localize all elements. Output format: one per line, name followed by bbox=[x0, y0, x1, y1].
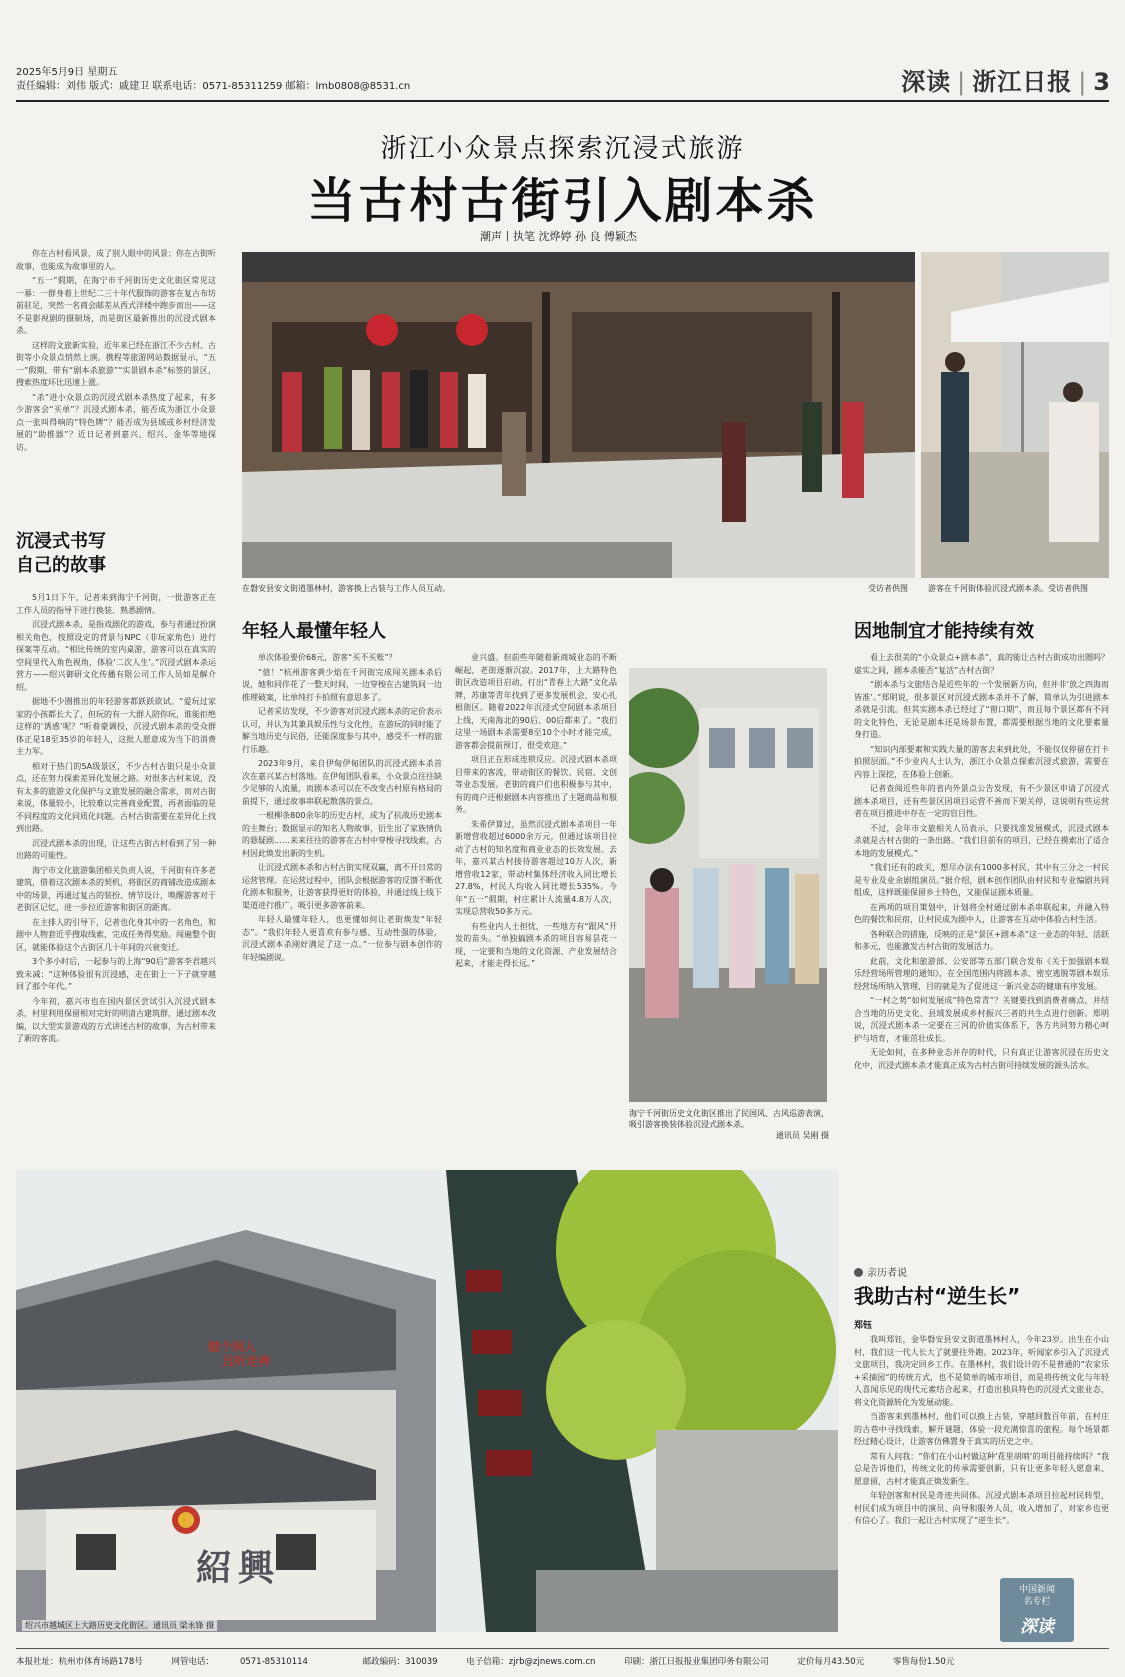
s2-paragraph: “值！”杭州游客黄少焰在千河街完成闯关剧本杀后说，她和同伴花了一整天时间，一边穿梭在古建筑间一边推理破案，比单纯打卡拍照有意思多了。 bbox=[242, 667, 442, 702]
s2-paragraph: 记者采访发现，不少游客对沉浸式剧本杀的定价表示认可，并认为其兼具娱乐性与文化性，在游玩的同时能了解当地历史与民俗，还能深度参与其中，感受不一样的旅行乐趣。 bbox=[242, 707, 442, 754]
s2-paragraph: 单次体验要价68元，游客“买不买账”？ bbox=[258, 653, 397, 662]
masthead: 深读 | 浙江日报 | 3 bbox=[901, 67, 1111, 96]
footer-price-single: 零售每份1.50元 bbox=[892, 1657, 955, 1667]
section2-title: 年轻人最懂年轻人 bbox=[242, 621, 386, 642]
section4-title: 我助古村“逆生长” bbox=[854, 1284, 1021, 1308]
s1-paragraph: 海宁市文化旅游集团相关负责人说，千河街有许多老建筑，借着这次剧本杀的契机，将街区的商铺改造成剧本中的场景，再通过复古的装扮、情节设计，唤醒游客对于老街区记忆，进一步拉近游客和街区的距离。 bbox=[16, 865, 216, 912]
s3-paragraph: 记者查阅近些年的省内外景点公告发现，有不少景区申请了沉浸式剧本杀项目，还有些景区因项目运营不善而下架关停，这说明有些运营者在项目推进中存在一定的盲目性。 bbox=[854, 784, 1109, 818]
photo4-caption: 绍兴市越城区上大路历史文化街区。通讯员 梁永锋 摄 bbox=[22, 1620, 217, 1631]
footer-switchboard: 网管电话： 0571-85310114 bbox=[171, 1657, 308, 1667]
section-name: 深读 bbox=[901, 68, 952, 96]
s2-paragraph: 2023年9月，来自伊甸伊甸团队的沉浸式剧本杀首次在嘉兴某古村落地。在伊甸团队看来，小众景点往往缺少足够的人流量，而剧本杀可以在不改变古村原有格局的前提下，通过故事串联起散落的景点。 bbox=[242, 759, 442, 806]
s2-paragraph: 朱希伊算过，虽然沉浸式剧本杀项目一年新增营收超过6000余万元，但通过该项目拉动了古村的知名度和商业业态的长效发展。去年，嘉兴某古村接待游客超过10万人次，新增营收12家，带动村集体经济收入同比增长27.8%，村民人均收入同比增长535%。今年“五一”假期，村庄累计人流量4.8万人次，实现总营收50多万元。 bbox=[455, 819, 617, 916]
section2-text-col2 bbox=[455, 652, 617, 1162]
page-number: 3 bbox=[1093, 68, 1111, 96]
photo2-caption: 游客在千河街体验沉浸式剧本杀。受访者供图 bbox=[928, 584, 1088, 593]
s3-paragraph: “一村之势”如何发展成“特色常青”？关键要找到消费者痛点，并结合当地的历史文化、县域发展成乡村振兴三者的共生点进行创新。郑明说，沉浸式剧本杀一定要在三河的价值实体系下，各方共同努力精心呵护与培育，才能茁壮成长。 bbox=[854, 996, 1109, 1043]
photo-street-roleplay bbox=[921, 252, 1109, 578]
photo-village-roleplay bbox=[242, 252, 915, 578]
s2-paragraph: 项目正在形成连锁反应。沉浸式剧本杀项目带来的客流，带动街区的餐饮、民宿、文创等业态发展。老街的商户们也积极参与其中，有的商户还根据剧本内容推出了主题商品和服务。 bbox=[455, 755, 617, 814]
s1-paragraph: 据地不少圈推出的年轻游客都跃跃欲试。“爱玩过家家的小孩都长大了，但玩的有一大群人陪你玩，谁能拒绝这样的‘诱惑’呢？”听着豪调投，沉浸式剧本杀的受众群体正是18至35岁的年轻人，这批人愿意成为当下的消费主力军。 bbox=[16, 697, 216, 756]
s3-paragraph: 看上去很美的“小众景点+剧本杀”，真的能让古村古街成功出圈吗？虚实之间，剧本杀能否“复活”古村古街？ bbox=[854, 653, 1109, 675]
column-brand-badge: 中国新闻 名专栏 深读 bbox=[1000, 1578, 1074, 1642]
intro-paragraph: 这样的文旅新实验，近年来已经在浙江不少古村、古街等小众景点悄然上演。携程等旅游网站数据显示，“五一”假期，带有“剧本杀旅游”“实景剧本杀”标签的景区，搜索热度环比迅速上涨。 bbox=[16, 340, 216, 387]
qipao-parade-illustration bbox=[629, 668, 827, 1102]
s2-paragraph: 年轻人最懂年轻人，也更懂如何让老街焕发“年轻态”。“我们年轻人更喜欢有参与感、互动性强的体验，沉浸式剧本杀刚好满足了这一点。”一位参与剧本创作的年轻编剧说。 bbox=[242, 915, 442, 962]
header-meta bbox=[16, 66, 410, 94]
s1-paragraph: 3个多小时后，一起参与的上海“90后”游客李君越兴致未减：“这种体验很有沉浸感，走在街上一下子就穿越回了那个年代。” bbox=[16, 957, 216, 991]
photo-canal-street bbox=[16, 1170, 838, 1632]
s1-paragraph: 今年初，嘉兴市也在国内景区尝试引入沉浸式剧本杀，村里利用保留相对完好的明清古建筑群，通过剧本改编，以大型实景游戏的方式讲述古村的故事，为古村带来了新的客流。 bbox=[16, 996, 216, 1043]
section1-text bbox=[16, 592, 216, 1220]
footer-printer: 印刷：浙江日报报业集团印务有限公司 bbox=[624, 1657, 769, 1667]
footer-address: 本报社址：杭州市体育场路178号 bbox=[16, 1657, 143, 1667]
s1-paragraph: 相对于热门的5A级景区，不少古村古街只是小众景点，还在努力探索差异化发展之路。对很多古村来说，没有太多的旅游文化保护与文旅发展的融合需求，而对古街来说，体量较小，比较难以完善商业配置，再者面临的是不同程度的文化同质化问题。古村古街需要在差异化上找到出路。 bbox=[16, 761, 216, 833]
s3-paragraph: 各种联合的措施，反映的正是“景区+剧本杀”这一业态的年轻、活跃和多元，也能激发古村古街的发展活力。 bbox=[854, 929, 1109, 951]
s3-paragraph: 在两项的项目策划中，计划将全村通过剧本杀串联起来，并融入特色的餐饮和民宿，让村民成为剧中人，让游客在互动中体验古村生活。 bbox=[854, 902, 1109, 924]
canal-street-illustration bbox=[16, 1170, 838, 1632]
s4-paragraph: 我叫郑钰，金华磐安县安文街道墨林村人，今年23岁。出生在小山村，我们这一代人长大了就要往外跑。2023年，听闻家乡引入了沉浸式文旅项目，我决定回乡工作。在墨林村，我们设计的不是普通的“农家乐+采摘园”的传统方式，也不是简单的城市项目，而是将传统文化与年轻人喜闻乐见的现代元素结合起来，打造出独具特色的沉浸式文旅业态，将文化资源转化为发展动能。 bbox=[854, 1335, 1109, 1407]
s2-paragraph: 一根柳条800余年的历史古村，成为了抗战历史剧本的主舞台；数据显示的知名人物故事，衍生出了家族情仇的悬疑剧……来来往往的游客在古村中穿梭寻找线索，古村因此焕发出新的生机。 bbox=[242, 811, 442, 858]
paper-name: 浙江日报 bbox=[972, 67, 1073, 96]
shop-sign: 做个闲人 且听走神 bbox=[208, 1340, 271, 1368]
article-byline: 潮声丨执笔 沈烨婷 孙 良 傅颖杰 bbox=[480, 230, 637, 243]
footer-price-monthly: 定价每月43.50元 bbox=[797, 1657, 865, 1667]
s3-paragraph: 不过，会年市文旅相关人员表示，只要找准发展模式，沉浸式剧本杀就是古村古街的一条出路。“我们目前有的项目，已经在摸索出了适合本地的发展模式。” bbox=[854, 823, 1109, 858]
footer-email: 电子信箱：zjrb@zjnews.com.cn bbox=[466, 1657, 596, 1667]
footer-postcode: 邮政编码：310039 bbox=[362, 1657, 438, 1667]
intro-text bbox=[16, 248, 216, 510]
section2-text-col1 bbox=[242, 652, 442, 1138]
article-kicker: 浙江小众景点探索沉浸式旅游 bbox=[380, 134, 745, 164]
section4-tag: 亲历者说 bbox=[854, 1264, 907, 1279]
s3-paragraph: “我们还有的政关，想尽办法有1000多村民，其中有三分之一村民是专业及业余剧组演员。”据介绍，剧本创作团队由村民和专业编剧共同组成，这样既能保留乡土特色，又能保证剧本质量。 bbox=[854, 863, 1109, 897]
intro-paragraph: “杀”进小众景点的沉浸式剧本杀热度了起来，有多少游客会“买单”？沉浸式剧本杀，能否成为浙江小众景点一张叫得响的“特色牌”？能否成为县域或乡村经济发展的“助推器”？近日记者到嘉兴、绍兴、金华等地探访。 bbox=[16, 392, 216, 452]
photo1-credit: 受访者供图 bbox=[868, 584, 908, 593]
s2-paragraph: 有些业内人士担忧，一些地方有“跟风”开发的苗头。“单独搞剧本杀的项目容易昙花一现，一定要和当地的文化资源、产业发展结合起来，才能走得长远。” bbox=[455, 921, 617, 968]
s3-paragraph: 无论如何，在多种业态并存的时代，只有真正让游客沉浸在历史文化中，沉浸式剧本杀才能真正成为古村古街可持续发展的源头活水。 bbox=[854, 1048, 1109, 1070]
s4-paragraph: 当游客来到墨林村，他们可以换上古装，穿越回数百年前，在村庄的古巷中寻找线索，解开谜题，体验一段充满惊喜的旅程。每个场景都经过精心设计，让游客仿佛置身于真实的历史之中。 bbox=[854, 1412, 1109, 1446]
wall-calligraphy: 紹興 bbox=[196, 1547, 281, 1589]
photo3-credit: 通讯员 吴刚 摄 bbox=[775, 1131, 829, 1140]
section3-text bbox=[854, 652, 1109, 1250]
s2-paragraph: 让沉浸式剧本杀和古村古街实现双赢，离不开日常的运营管理。在运营过程中，团队会根据游客的反馈不断优化剧本和服务，让游客获得更好的体验，并通过线上线下渠道进行推广，吸引更多游客前来。 bbox=[242, 863, 442, 910]
section1-title: 沉浸式书写 自己的故事 bbox=[16, 531, 106, 576]
s1-paragraph: 在主排人的引导下，记者也化身其中的一名角色，和剧中人物套近乎搜取线索，完成任务得奖励。闯遍整个街区，就能体验这个古街区几十年间的兴衰变迁。 bbox=[16, 917, 216, 952]
section4-author: 郑钰 bbox=[854, 1321, 873, 1331]
s3-paragraph: 此前，文化和旅游部、公安部等五部门联合发布《关于加强剧本娱乐经营场所管理的通知》，在全国范围内将剧本杀、密室逃脱等剧本娱乐经营场所纳入管理，目的就是为了促进这一新兴业态的健康有序发展。 bbox=[854, 956, 1109, 991]
header-rule bbox=[16, 100, 1109, 102]
section3-title: 因地制宜才能持续有效 bbox=[854, 621, 1034, 642]
s1-paragraph: 沉浸式剧本杀的出现，让这些古街古村看到了另一种出路的可能性。 bbox=[16, 838, 216, 860]
page-footer bbox=[16, 1648, 1109, 1667]
village-scene-illustration bbox=[242, 252, 915, 578]
photo-qipao-parade bbox=[629, 668, 827, 1102]
intro-paragraph: “五一”假期，在海宁市千河街历史文化街区常见这一幕：一群身着上世纪二三十年代服饰的游客在复古布坊前驻足，突然一名商会邮差从西式洋楼中跑步而出——这不是影视剧的摄制场，而是街区最新推出的沉浸式剧本杀。 bbox=[16, 276, 216, 335]
s2-paragraph: 业兴盛。但前些年随着新商城业态的不断崛起，老街逐渐沉寂。2017年，上大路特色街区改造项目启动，打出“青春上大路”文化品牌，苏康等青年找到了更多发展机会，安心扎根街区。随着2022年沉浸式空间剧本杀项目上线，天南海北的90后、00后都来了。“我们这里一场剧本杀需要8至10个小时才能完成，游客都会提前预订，很受欢迎。” bbox=[455, 653, 617, 750]
street-scene-illustration bbox=[921, 252, 1109, 578]
s1-paragraph: 5月1日下午，记者来到海宁千河街，一批游客正在工作人员的指导下进行换装、熟悉剧情。 bbox=[16, 593, 216, 615]
date-line: 2025年5月9日 星期五 bbox=[16, 67, 118, 78]
article-headline: 当古村古街引入剧本杀 bbox=[307, 173, 818, 229]
photo1-caption: 在磐安县安文街道墨林村，游客换上古装与工作人员互动。 bbox=[242, 584, 450, 593]
s3-paragraph: “剧本杀与文旅结合是近些年的一个发展新方向，但并非‘放之四海而皆准’。”郑明说，很多景区对沉浸式剧本杀并不了解，简单认为引进剧本杀就是引流。但其实剧本杀已经过了“窗口期”，而且每个景区都有不同的文化特色，无论是剧本还是场景布置，都需要根据当地的文化要素量身打造。 bbox=[854, 680, 1109, 739]
s3-paragraph: “知识内部要素和实践大量的游客去来到此处，不能仅仅停留在打卡拍照层面。”不少业内人士认为，浙江小众景点探索沉浸式旅游，需要在内容上深挖，在体验上创新。 bbox=[854, 744, 1109, 779]
photo3-caption: 海宁千河街历史文化街区推出了民国风、古风巡游表演，吸引游客换装体验沉浸式剧本杀。 通讯员 吴刚 摄 bbox=[629, 1109, 829, 1140]
intro-paragraph: 你在古村看风景，成了别人眼中的风景；你在古街听故事，也能成为故事里的人。 bbox=[16, 249, 216, 271]
s4-paragraph: 年轻创客和村民是奇迹共同体。沉浸式剧本杀项目拉起村民转型，村民们成为项目中的演员、向导和服务人员，收入增加了，对家乡也更有信心了。我们一起让古村实现了“逆生长”。 bbox=[854, 1491, 1109, 1525]
editor-line: 责任编辑：刘伟 版式：戚建卫 联系电话：0571-85311259 邮箱：lmb0808@8531.cn bbox=[16, 81, 411, 92]
s4-paragraph: 常有人问我：“你们在小山村做这种‘花里胡哨’的项目能持续吗？”我总是告诉他们，传统文化的传承需要创新，只有让更多年轻人愿意来、愿意留，古村才能真正焕发新生。 bbox=[854, 1451, 1109, 1486]
s1-paragraph: 沉浸式剧本杀，是指戏剧化的游戏，参与者通过扮演相关角色，按照设定的背景与NPC（非玩家角色）进行探案等互动。“相比传统的室内桌游，游客可以在真实的空间里代入角色视角，体验‘二次人生’。”沉浸式剧本杀运营方——绍兴御研文化传播有限公司工作人员如是解介绍。 bbox=[16, 620, 216, 692]
tag-bullet-icon bbox=[854, 1268, 863, 1277]
